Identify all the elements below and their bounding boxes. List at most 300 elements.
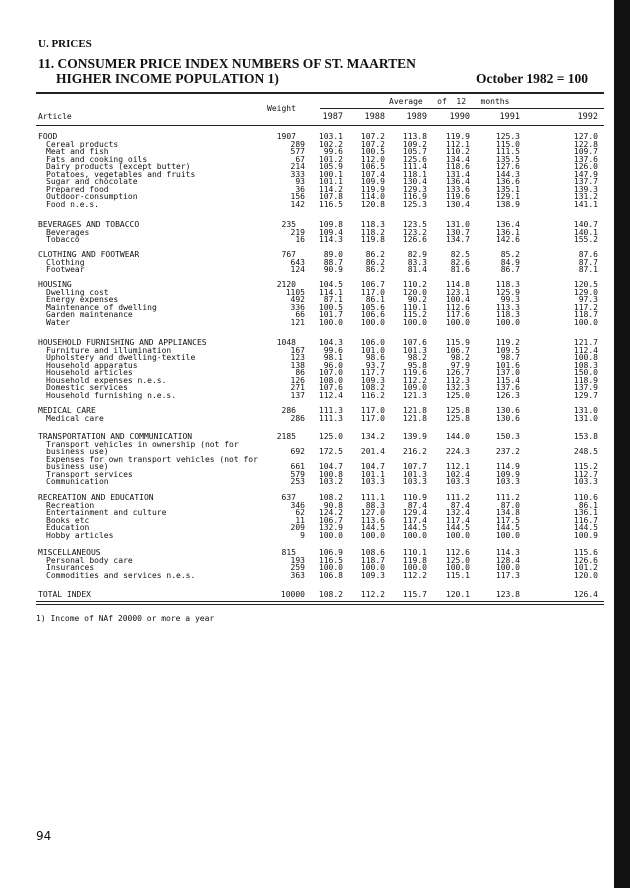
index-value-1991: 136.4 xyxy=(495,220,520,229)
item-row xyxy=(0,201,620,209)
index-value-1987: 105.9 xyxy=(318,162,343,171)
index-value-1989: 111.4 xyxy=(402,162,427,171)
index-value-1988: 107.4 xyxy=(360,169,385,179)
index-value-1992: 122.8 xyxy=(573,139,598,149)
index-value-1987: 104.3 xyxy=(318,338,343,347)
weight-value: 156 xyxy=(290,192,305,201)
index-value-1990: 110.2 xyxy=(445,147,470,156)
row-label: Tobacco xyxy=(46,235,80,244)
row-label: Energy expenses xyxy=(46,295,119,304)
weight-value: 289 xyxy=(290,139,305,149)
row-label: MEDICAL CARE xyxy=(38,406,96,415)
index-value-1989: 139.9 xyxy=(402,432,427,441)
index-value-1989: 115.7 xyxy=(402,590,427,599)
index-value-1987: 107.6 xyxy=(318,383,343,392)
table-title: 11. CONSUMER PRICE INDEX NUMBERS OF ST. MAARTEN xyxy=(38,56,416,71)
index-value-1988: 119.8 xyxy=(360,235,385,244)
row-label: Maintenance of dwelling xyxy=(46,302,157,312)
row-label: Potatoes, vegetables and fruits xyxy=(46,169,196,179)
index-value-1987: 100.0 xyxy=(318,530,343,540)
weight-value: 209 xyxy=(290,523,305,532)
index-value-1992: 131.0 xyxy=(573,406,598,415)
item-row xyxy=(0,532,620,540)
index-value-1989: 121.3 xyxy=(402,390,427,400)
row-label: Household apparatus xyxy=(46,360,138,370)
weight-value: 142 xyxy=(290,199,305,209)
index-value-1988: 98.6 xyxy=(365,353,385,362)
index-value-1992: 127.0 xyxy=(573,132,598,141)
index-value-1991: 127.6 xyxy=(495,162,520,171)
index-value-1987: 107.8 xyxy=(318,192,343,201)
weight-value: 577 xyxy=(290,147,305,156)
index-value-1992: 110.6 xyxy=(573,493,598,502)
index-value-1991: 114.3 xyxy=(495,548,520,557)
index-value-1988: 111.1 xyxy=(360,493,385,502)
index-value-1988: 86.1 xyxy=(365,295,385,304)
index-value-1989: 121.8 xyxy=(402,406,427,415)
index-value-1987: 100.8 xyxy=(318,469,343,479)
index-value-1992: 87.6 xyxy=(578,250,598,259)
row-label: Cereal products xyxy=(46,139,119,149)
index-value-1988: 112.0 xyxy=(360,154,385,164)
index-value-1989: 105.7 xyxy=(402,147,427,156)
index-value-1992: 147.9 xyxy=(573,169,598,179)
total-row xyxy=(0,591,620,599)
index-value-1989: 118.1 xyxy=(402,169,427,179)
index-value-1991: 100.0 xyxy=(495,530,520,540)
index-value-1990: 100.0 xyxy=(445,530,470,540)
row-label: CLOTHING AND FOOTWEAR xyxy=(38,250,140,259)
index-value-1989: 90.2 xyxy=(407,295,427,304)
index-value-1988: 118.2 xyxy=(360,227,385,237)
weight-value: 336 xyxy=(290,302,305,312)
index-value-1991: 111.5 xyxy=(495,147,520,156)
index-value-1991: 115.4 xyxy=(495,375,520,385)
index-value-1990: 112.1 xyxy=(445,462,470,471)
index-value-1989: 112.2 xyxy=(402,375,427,385)
index-value-1987: 87.1 xyxy=(323,295,343,304)
index-value-1990: 87.4 xyxy=(450,500,470,510)
row-label: Transport vehicles in ownership (not for xyxy=(46,439,239,449)
index-value-1989: 126.6 xyxy=(402,235,427,244)
index-value-1987: 100.0 xyxy=(318,563,343,572)
weight-value: 253 xyxy=(290,477,305,486)
index-value-1990: 97.9 xyxy=(450,360,470,370)
weight-value: 346 xyxy=(290,500,305,510)
index-value-1992: 115.6 xyxy=(573,548,598,557)
weight-value: 193 xyxy=(290,555,305,565)
weight-value: 643 xyxy=(290,257,305,267)
index-value-1990: 82.6 xyxy=(450,257,470,267)
header-year: 1992 xyxy=(577,112,598,122)
row-label: Personal body care xyxy=(46,555,133,565)
index-value-1987: 114.2 xyxy=(318,184,343,194)
row-label: RECREATION AND EDUCATION xyxy=(38,493,154,502)
weight-value: 167 xyxy=(290,345,305,355)
index-value-1987: 114.1 xyxy=(318,287,343,297)
index-value-1987: 116.5 xyxy=(318,199,343,209)
index-value-1990: 82.5 xyxy=(450,250,470,259)
index-value-1992: 112.7 xyxy=(573,469,598,479)
index-value-1991: 125.3 xyxy=(495,132,520,141)
index-value-1989: 107.6 xyxy=(402,338,427,347)
index-value-1992: 121.7 xyxy=(573,338,598,347)
weight-value: 67 xyxy=(295,154,305,164)
index-value-1990: 132.4 xyxy=(445,508,470,517)
index-value-1991: 113.3 xyxy=(495,302,520,312)
index-value-1988: 105.6 xyxy=(360,302,385,312)
index-value-1989: 129.4 xyxy=(402,508,427,517)
index-value-1987: 114.3 xyxy=(318,235,343,244)
index-value-1989: 113.8 xyxy=(402,132,427,141)
index-value-1987: 99.6 xyxy=(323,147,343,156)
index-value-1992: 97.3 xyxy=(578,295,598,304)
row-label: Food n.e.s. xyxy=(46,199,99,209)
index-value-1988: 106.7 xyxy=(360,280,385,289)
index-value-1988: 100.5 xyxy=(360,147,385,156)
base-period: October 1982 = 100 xyxy=(476,71,589,86)
weight-value: 10000 xyxy=(280,590,305,599)
index-value-1988: 118.7 xyxy=(360,555,385,565)
weight-value: 124 xyxy=(290,265,305,274)
index-value-1989: 98.2 xyxy=(407,353,427,362)
index-value-1987: 101.7 xyxy=(318,310,343,319)
weight-value: 333 xyxy=(290,169,305,179)
index-value-1992: 150.0 xyxy=(573,368,598,377)
index-value-1989: 103.3 xyxy=(402,477,427,486)
index-value-1988: 104.7 xyxy=(360,462,385,471)
index-value-1991: 117.5 xyxy=(495,515,520,525)
index-value-1990: 144.5 xyxy=(445,523,470,532)
index-value-1990: 125.0 xyxy=(445,390,470,400)
index-value-1987: 100.0 xyxy=(318,317,343,327)
item-row xyxy=(0,415,620,423)
index-value-1988: 100.0 xyxy=(360,530,385,540)
index-value-1989: 87.4 xyxy=(407,500,427,510)
index-value-1987: 90.9 xyxy=(323,265,343,274)
bottom-rule xyxy=(36,601,604,602)
header-average: Average of 12 months xyxy=(389,97,510,106)
index-value-1990: 98.2 xyxy=(450,353,470,362)
index-value-1991: 130.6 xyxy=(495,413,520,423)
index-value-1987: 132.9 xyxy=(318,523,343,532)
row-label: Books etc xyxy=(46,515,90,525)
index-value-1989: 129.3 xyxy=(402,184,427,194)
weight-value: 2120 xyxy=(276,280,296,289)
row-label: Water xyxy=(46,317,71,327)
index-value-1992: 100.0 xyxy=(573,317,598,327)
index-value-1990: 144.0 xyxy=(445,432,470,441)
index-value-1992: 115.2 xyxy=(573,462,598,471)
row-label: Outdoor-consumption xyxy=(46,192,138,201)
index-value-1989: 144.5 xyxy=(402,523,427,532)
row-label: Commodities and services n.e.s. xyxy=(46,570,196,580)
index-value-1992: 140.1 xyxy=(573,227,598,237)
index-value-1989: 100.0 xyxy=(402,530,427,540)
bottom-rule xyxy=(36,604,604,605)
index-value-1992: 87.7 xyxy=(578,257,598,267)
index-value-1992: 116.7 xyxy=(573,515,598,525)
index-value-1992: 120.0 xyxy=(573,570,598,580)
index-value-1989: 119.8 xyxy=(402,555,427,565)
weight-value: 692 xyxy=(290,447,305,456)
index-value-1992: 153.8 xyxy=(573,432,598,441)
index-value-1992: 248.5 xyxy=(573,447,598,456)
row-label: Expenses for own transport vehicles (not for xyxy=(46,454,258,464)
index-value-1988: 101.0 xyxy=(360,345,385,355)
index-value-1991: 125.9 xyxy=(495,287,520,297)
weight-value: 637 xyxy=(281,493,296,502)
weight-value: 9 xyxy=(300,530,305,540)
index-value-1992: 129.7 xyxy=(573,390,598,400)
index-value-1987: 103.1 xyxy=(318,132,343,141)
row-label: Hobby articles xyxy=(46,530,114,540)
index-value-1987: 88.7 xyxy=(323,257,343,267)
index-value-1989: 110.1 xyxy=(402,302,427,312)
index-value-1989: 123.2 xyxy=(402,227,427,237)
weight-value: 36 xyxy=(295,184,305,194)
index-value-1991: 135.5 xyxy=(495,154,520,164)
index-value-1990: 102.4 xyxy=(445,469,470,479)
index-value-1989: 101.3 xyxy=(402,469,427,479)
weight-value: 1048 xyxy=(276,338,296,347)
index-value-1990: 118.6 xyxy=(445,162,470,171)
index-value-1992: 137.9 xyxy=(573,383,598,392)
index-value-1991: 126.3 xyxy=(495,390,520,400)
row-label: BEVERAGES AND TOBACCO xyxy=(38,220,140,229)
index-value-1987: 109.4 xyxy=(318,227,343,237)
weight-value: 123 xyxy=(290,353,305,362)
row-label: Insurances xyxy=(46,563,95,572)
index-value-1990: 100.4 xyxy=(445,295,470,304)
index-value-1988: 120.8 xyxy=(360,199,385,209)
index-value-1989: 117.4 xyxy=(402,515,427,525)
row-label: Dwelling cost xyxy=(46,287,109,297)
index-value-1991: 136.1 xyxy=(495,227,520,237)
index-value-1989: 82.9 xyxy=(407,250,427,259)
index-value-1992: 126.0 xyxy=(573,162,598,171)
index-value-1988: 201.4 xyxy=(360,447,385,456)
index-value-1988: 86.2 xyxy=(365,250,385,259)
index-value-1988: 100.0 xyxy=(360,563,385,572)
index-value-1988: 93.7 xyxy=(365,360,385,370)
index-value-1992: 126.4 xyxy=(573,590,598,599)
row-label: Household articles xyxy=(46,368,133,377)
index-value-1989: 81.4 xyxy=(407,265,427,274)
index-value-1989: 125.6 xyxy=(402,154,427,164)
index-value-1987: 106.9 xyxy=(318,548,343,557)
index-value-1990: 112.6 xyxy=(445,548,470,557)
index-value-1991: 137.6 xyxy=(495,383,520,392)
index-value-1990: 120.1 xyxy=(445,590,470,599)
index-value-1992: 109.7 xyxy=(573,147,598,156)
index-value-1992: 140.7 xyxy=(573,220,598,229)
index-value-1988: 112.2 xyxy=(360,590,385,599)
item-row xyxy=(0,392,620,400)
index-value-1991: 128.4 xyxy=(495,555,520,565)
weight-value: 286 xyxy=(290,413,305,423)
row-label: business use) xyxy=(46,447,109,456)
row-label: Fats and cooking oils xyxy=(46,154,148,164)
index-value-1990: 117.4 xyxy=(445,515,470,525)
row-label: Recreation xyxy=(46,500,95,510)
index-value-1992: 100.9 xyxy=(573,530,598,540)
index-value-1990: 112.3 xyxy=(445,375,470,385)
index-value-1987: 116.5 xyxy=(318,555,343,565)
index-value-1991: 87.0 xyxy=(500,500,520,510)
item-row xyxy=(0,319,620,327)
weight-value: 235 xyxy=(281,220,296,229)
index-value-1987: 96.0 xyxy=(323,360,343,370)
row-label: Education xyxy=(46,523,90,532)
index-value-1987: 106.8 xyxy=(318,570,343,580)
index-value-1990: 130.4 xyxy=(445,199,470,209)
index-value-1991: 129.1 xyxy=(495,192,520,201)
index-value-1989: 119.6 xyxy=(402,368,427,377)
row-label: Beverages xyxy=(46,227,90,237)
index-value-1992: 137.7 xyxy=(573,177,598,186)
index-value-1991: 123.8 xyxy=(495,590,520,599)
item-row xyxy=(0,478,620,486)
index-value-1987: 101.2 xyxy=(318,154,343,164)
index-value-1991: 103.3 xyxy=(495,477,520,486)
index-value-1987: 125.0 xyxy=(318,432,343,441)
weight-value: 1105 xyxy=(285,287,305,297)
row-label: TRANSPORTATION AND COMMUNICATION xyxy=(38,432,193,441)
row-label: Sugar and chocolate xyxy=(46,177,138,186)
index-value-1992: 155.2 xyxy=(573,235,598,244)
index-value-1992: 108.3 xyxy=(573,360,598,370)
index-value-1990: 125.0 xyxy=(445,555,470,565)
header-rule xyxy=(36,125,604,126)
header-weight: Weight xyxy=(267,104,296,113)
index-value-1990: 126.7 xyxy=(445,368,470,377)
row-label: Clothing xyxy=(46,257,85,267)
index-value-1988: 109.3 xyxy=(360,375,385,385)
index-value-1992: 139.3 xyxy=(573,184,598,194)
index-value-1989: 112.2 xyxy=(402,570,427,580)
index-value-1991: 134.8 xyxy=(495,508,520,517)
row-label: Footwear xyxy=(46,265,85,274)
index-value-1990: 103.3 xyxy=(445,477,470,486)
index-value-1987: 109.8 xyxy=(318,220,343,229)
row-label: Household furnishing n.e.s. xyxy=(46,390,177,400)
row-label: Entertainment and culture xyxy=(46,508,167,517)
row-label: Meat and fish xyxy=(46,147,109,156)
index-value-1992: 100.8 xyxy=(573,353,598,362)
index-value-1991: 118.3 xyxy=(495,280,520,289)
weight-value: 1907 xyxy=(276,132,296,141)
index-value-1988: 127.0 xyxy=(360,508,385,517)
item-row xyxy=(0,572,620,580)
row-label: Domestic services xyxy=(46,383,128,392)
weight-value: 2185 xyxy=(276,432,296,441)
index-value-1991: 144.5 xyxy=(495,523,520,532)
row-label: HOUSEHOLD FURNISHING AND APPLIANCES xyxy=(38,338,207,347)
index-value-1988: 103.3 xyxy=(360,477,385,486)
index-value-1988: 106.0 xyxy=(360,338,385,347)
index-value-1989: 100.0 xyxy=(402,317,427,327)
index-value-1990: 125.8 xyxy=(445,413,470,423)
index-value-1988: 100.0 xyxy=(360,317,385,327)
header-subrule xyxy=(320,108,604,109)
index-value-1991: 111.2 xyxy=(495,493,520,502)
row-label: Transport services xyxy=(46,469,133,479)
index-value-1990: 131.4 xyxy=(445,169,470,179)
index-value-1991: 85.2 xyxy=(500,250,520,259)
index-value-1987: 108.0 xyxy=(318,375,343,385)
index-value-1990: 114.8 xyxy=(445,280,470,289)
index-value-1992: 118.9 xyxy=(573,375,598,385)
index-value-1992: 129.0 xyxy=(573,287,598,297)
index-value-1988: 107.2 xyxy=(360,139,385,149)
index-value-1992: 126.6 xyxy=(573,555,598,565)
index-value-1991: 99.3 xyxy=(500,295,520,304)
index-value-1992: 118.7 xyxy=(573,310,598,319)
index-value-1992: 141.1 xyxy=(573,199,598,209)
index-value-1988: 117.0 xyxy=(360,413,385,423)
row-label: Communication xyxy=(46,477,109,486)
footnote: 1) Income of NAf 20000 or more a year xyxy=(36,614,215,623)
index-value-1988: 114.0 xyxy=(360,192,385,201)
index-value-1988: 86.2 xyxy=(365,257,385,267)
row-label: Household expenses n.e.s. xyxy=(46,375,167,385)
header-year: 1987 xyxy=(322,112,343,122)
weight-value: 16 xyxy=(295,235,305,244)
index-value-1987: 104.5 xyxy=(318,280,343,289)
index-value-1988: 119.9 xyxy=(360,184,385,194)
index-value-1992: 131.0 xyxy=(573,413,598,423)
index-value-1991: 109.5 xyxy=(495,345,520,355)
index-value-1988: 113.6 xyxy=(360,515,385,525)
index-value-1992: 112.4 xyxy=(573,345,598,355)
index-value-1990: 134.4 xyxy=(445,154,470,164)
index-value-1987: 104.7 xyxy=(318,462,343,471)
index-value-1990: 115.1 xyxy=(445,570,470,580)
index-value-1991: 237.2 xyxy=(495,447,520,456)
weight-value: 219 xyxy=(290,227,305,237)
index-value-1989: 130.4 xyxy=(402,177,427,186)
weight-value: 271 xyxy=(290,383,305,392)
index-value-1988: 109.3 xyxy=(360,570,385,580)
row-label: business use) xyxy=(46,462,109,471)
index-value-1987: 111.3 xyxy=(318,413,343,423)
index-value-1987: 99.6 xyxy=(323,345,343,355)
row-label: Furniture and illumination xyxy=(46,345,172,355)
index-value-1991: 115.0 xyxy=(495,139,520,149)
index-value-1987: 100.1 xyxy=(318,169,343,179)
index-value-1987: 89.0 xyxy=(323,250,343,259)
row-label: HOUSING xyxy=(38,280,72,289)
index-value-1987: 108.2 xyxy=(318,493,343,502)
index-value-1988: 117.0 xyxy=(360,406,385,415)
index-value-1988: 106.5 xyxy=(360,162,385,171)
item-row xyxy=(0,236,620,244)
row-label: FOOD xyxy=(38,132,58,141)
index-value-1992: 144.5 xyxy=(573,523,598,532)
index-value-1989: 216.2 xyxy=(402,447,427,456)
weight-value: 62 xyxy=(295,508,305,517)
index-value-1989: 100.0 xyxy=(402,563,427,572)
index-value-1992: 120.5 xyxy=(573,280,598,289)
weight-value: 661 xyxy=(290,462,305,471)
index-value-1991: 135.1 xyxy=(495,184,520,194)
index-value-1987: 90.8 xyxy=(323,500,343,510)
index-value-1990: 111.2 xyxy=(445,493,470,502)
index-value-1987: 106.7 xyxy=(318,515,343,525)
header-year: 1991 xyxy=(499,112,520,122)
index-value-1992: 103.3 xyxy=(573,477,598,486)
